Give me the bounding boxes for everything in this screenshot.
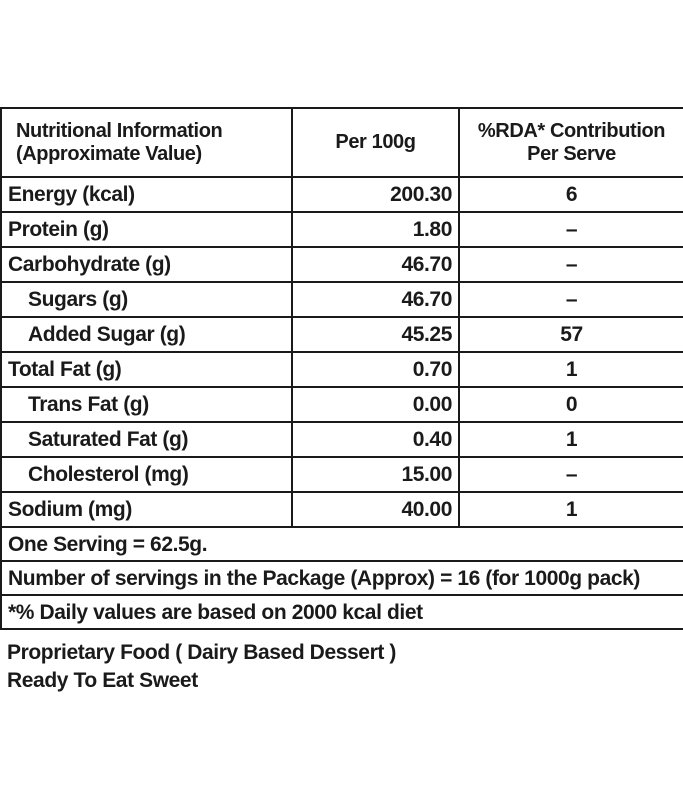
- servings-count-note: Number of servings in the Package (Approx) = 16 (for 1000g pack): [1, 561, 683, 595]
- nutrient-label: Added Sugar (g): [1, 317, 292, 352]
- table-row: [1, 422, 683, 457]
- nutrient-label: Saturated Fat (g): [1, 422, 292, 457]
- per-100g-value: 1.80: [292, 212, 459, 247]
- per-100g-value: 200.30: [292, 177, 459, 212]
- rda-value: –: [459, 282, 683, 317]
- nutrition-table: [0, 107, 683, 630]
- rda-value: 0: [459, 387, 683, 422]
- per-100g-value: 45.25: [292, 317, 459, 352]
- product-type-text: Proprietary Food ( Dairy Based Dessert ): [7, 641, 396, 664]
- per-100g-value: 40.00: [292, 492, 459, 527]
- table-row: [1, 247, 683, 282]
- table-row: [1, 457, 683, 492]
- per-100g-value: 15.00: [292, 457, 459, 492]
- nutrient-label: Energy (kcal): [1, 177, 292, 212]
- serving-size-note: One Serving = 62.5g.: [1, 527, 683, 561]
- table-row: [1, 387, 683, 422]
- daily-values-row: [1, 595, 683, 629]
- rda-value: 1: [459, 492, 683, 527]
- nutrient-label: Sodium (mg): [1, 492, 292, 527]
- header-rda-contribution: %RDA* Contribution Per Serve: [459, 108, 683, 177]
- rda-value: 1: [459, 352, 683, 387]
- nutrient-label: Sugars (g): [1, 282, 292, 317]
- rda-value: –: [459, 457, 683, 492]
- rda-value: 1: [459, 422, 683, 457]
- servings-count-row: [1, 561, 683, 595]
- nutrient-label: Carbohydrate (g): [1, 247, 292, 282]
- rda-value: –: [459, 212, 683, 247]
- per-100g-value: 46.70: [292, 247, 459, 282]
- per-100g-value: 0.00: [292, 387, 459, 422]
- nutrient-label: Total Fat (g): [1, 352, 292, 387]
- product-category-text: Ready To Eat Sweet: [7, 669, 198, 692]
- per-100g-value: 0.70: [292, 352, 459, 387]
- per-100g-value: 46.70: [292, 282, 459, 317]
- header-nutritional-information: Nutritional Information (Approximate Value): [1, 108, 292, 177]
- table-row: [1, 492, 683, 527]
- table-row: [1, 282, 683, 317]
- table-row: [1, 352, 683, 387]
- table-row: [1, 317, 683, 352]
- rda-value: 6: [459, 177, 683, 212]
- nutrition-panel: [0, 107, 683, 630]
- daily-values-note: *% Daily values are based on 2000 kcal diet: [1, 595, 683, 629]
- nutrient-label: Cholesterol (mg): [1, 457, 292, 492]
- serving-size-row: [1, 527, 683, 561]
- header-per-100g: Per 100g: [292, 108, 459, 177]
- product-description: [7, 639, 396, 695]
- per-100g-value: 0.40: [292, 422, 459, 457]
- table-row: [1, 177, 683, 212]
- table-row: [1, 212, 683, 247]
- rda-value: –: [459, 247, 683, 282]
- rda-value: 57: [459, 317, 683, 352]
- nutrient-label: Protein (g): [1, 212, 292, 247]
- nutrient-label: Trans Fat (g): [1, 387, 292, 422]
- table-header-row: [1, 108, 683, 177]
